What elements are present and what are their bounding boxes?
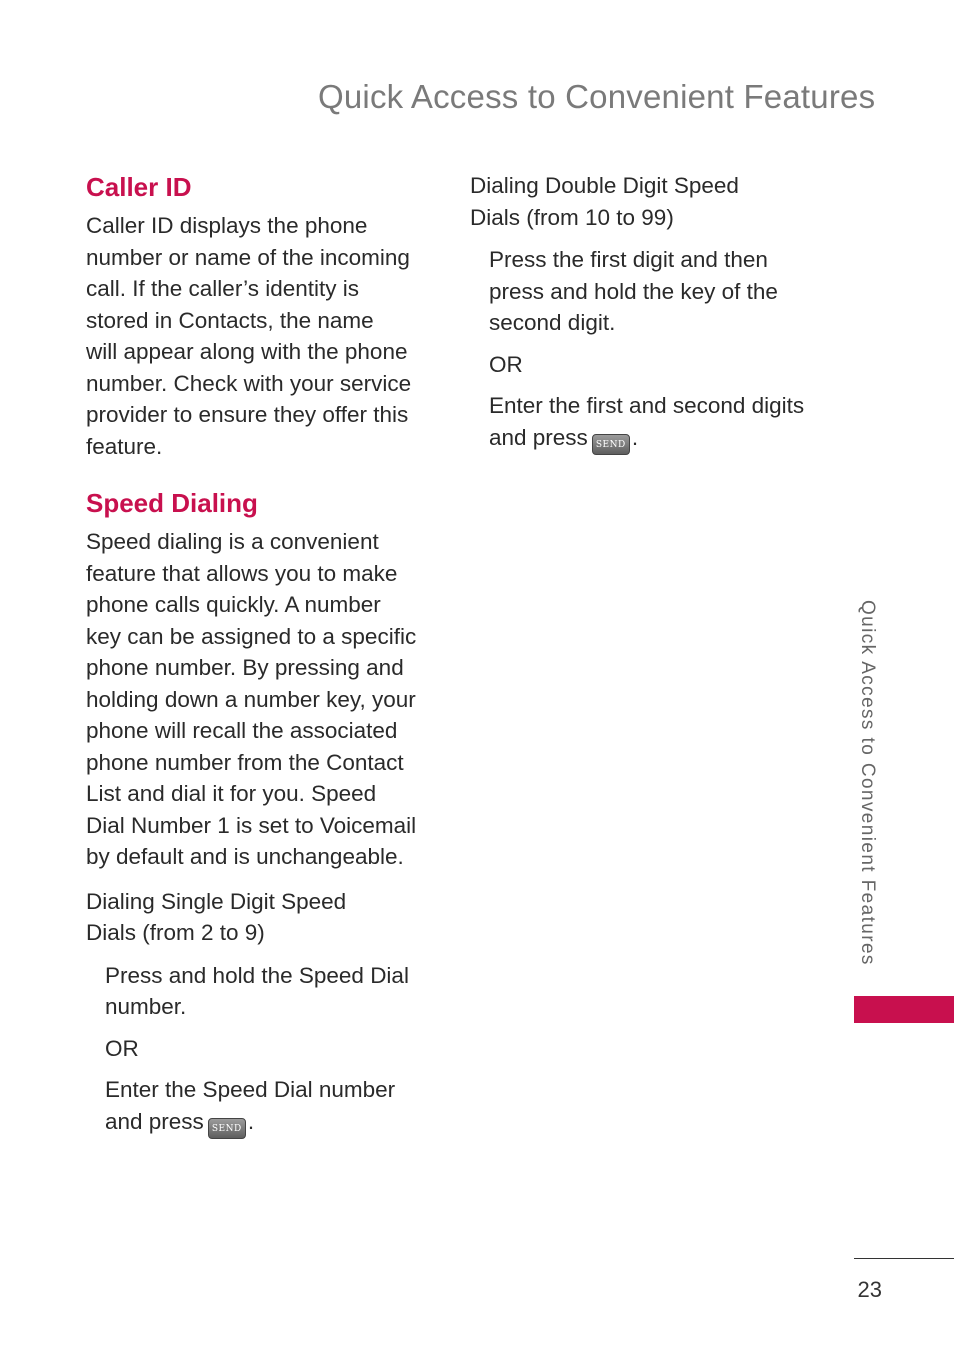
body-line: provider to ensure they offer this	[86, 402, 409, 427]
body-line: feature.	[86, 433, 163, 459]
page-title: Quick Access to Convenient Features	[318, 78, 876, 115]
step-line: number.	[105, 994, 187, 1019]
or-label: OR	[105, 1035, 139, 1061]
body-line: by default and is unchangeable.	[86, 844, 404, 869]
body-line: phone calls quickly. A number	[86, 592, 381, 617]
caller-id-heading: Caller ID	[86, 172, 192, 202]
body-line: number. Check with your service	[86, 370, 412, 396]
step-line: second digit.	[489, 310, 616, 335]
double-digit-steps	[470, 244, 830, 455]
body-line: Speed dialing is a convenient	[86, 529, 379, 554]
step-line: press and hold the key of the	[489, 278, 778, 304]
body-line: stored in Contacts, the name	[86, 307, 374, 333]
subheading-line: Dialing Single Digit Speed	[86, 888, 347, 914]
send-key-icon: SEND	[592, 434, 630, 455]
body-line: List and dial it for you. Speed	[86, 781, 377, 806]
subheading-line: Dials (from 2 to 9)	[86, 920, 265, 945]
body-line: phone will recall the associated	[86, 718, 398, 743]
subheading-line: Dialing Double Digit Speed	[470, 173, 739, 198]
body-line: will appear along with the phone	[86, 339, 408, 364]
side-tab-label: Quick Access to Convenient Features	[857, 600, 878, 966]
body-line: Dial Number 1 is set to Voicemail	[86, 812, 417, 838]
single-digit-steps	[86, 960, 446, 1139]
step-line: Enter the Speed Dial number	[105, 1077, 396, 1102]
body-line: phone number from the Contact	[86, 749, 404, 775]
step-period: .	[247, 1108, 255, 1134]
step-text: and press	[489, 424, 588, 450]
single-digit-title	[86, 886, 446, 949]
body-line: Caller ID displays the phone	[86, 213, 368, 238]
body-line: feature that allows you to make	[86, 560, 398, 586]
footer-divider	[854, 1258, 954, 1259]
send-key-icon: SEND	[208, 1118, 246, 1139]
subheading-line: Dials (from 10 to 99)	[470, 204, 674, 230]
or-label: OR	[489, 351, 523, 377]
speed-dialing-body	[86, 526, 446, 873]
page-number: 23	[857, 1277, 882, 1302]
body-line: number or name of the incoming	[86, 244, 410, 270]
step-line: Enter the first and second digits	[489, 393, 805, 418]
double-digit-title	[470, 170, 830, 233]
left-column	[86, 170, 446, 1139]
caller-id-body	[86, 210, 446, 462]
body-line: call. If the caller’s identity is	[86, 276, 360, 301]
step-text: and press	[105, 1108, 204, 1134]
step-line	[105, 1106, 446, 1139]
body-line: phone number. By pressing and	[86, 655, 404, 680]
speed-dialing-heading: Speed Dialing	[86, 488, 258, 518]
side-tab-bar	[854, 996, 954, 1023]
step-line: Press the first digit and then	[489, 247, 768, 272]
step-line	[489, 422, 830, 455]
body-line: key can be assigned to a specific	[86, 623, 417, 649]
step-line: Press and hold the Speed Dial	[105, 962, 409, 988]
right-column	[470, 170, 830, 455]
body-line: holding down a number key, your	[86, 686, 416, 712]
step-period: .	[631, 424, 639, 450]
